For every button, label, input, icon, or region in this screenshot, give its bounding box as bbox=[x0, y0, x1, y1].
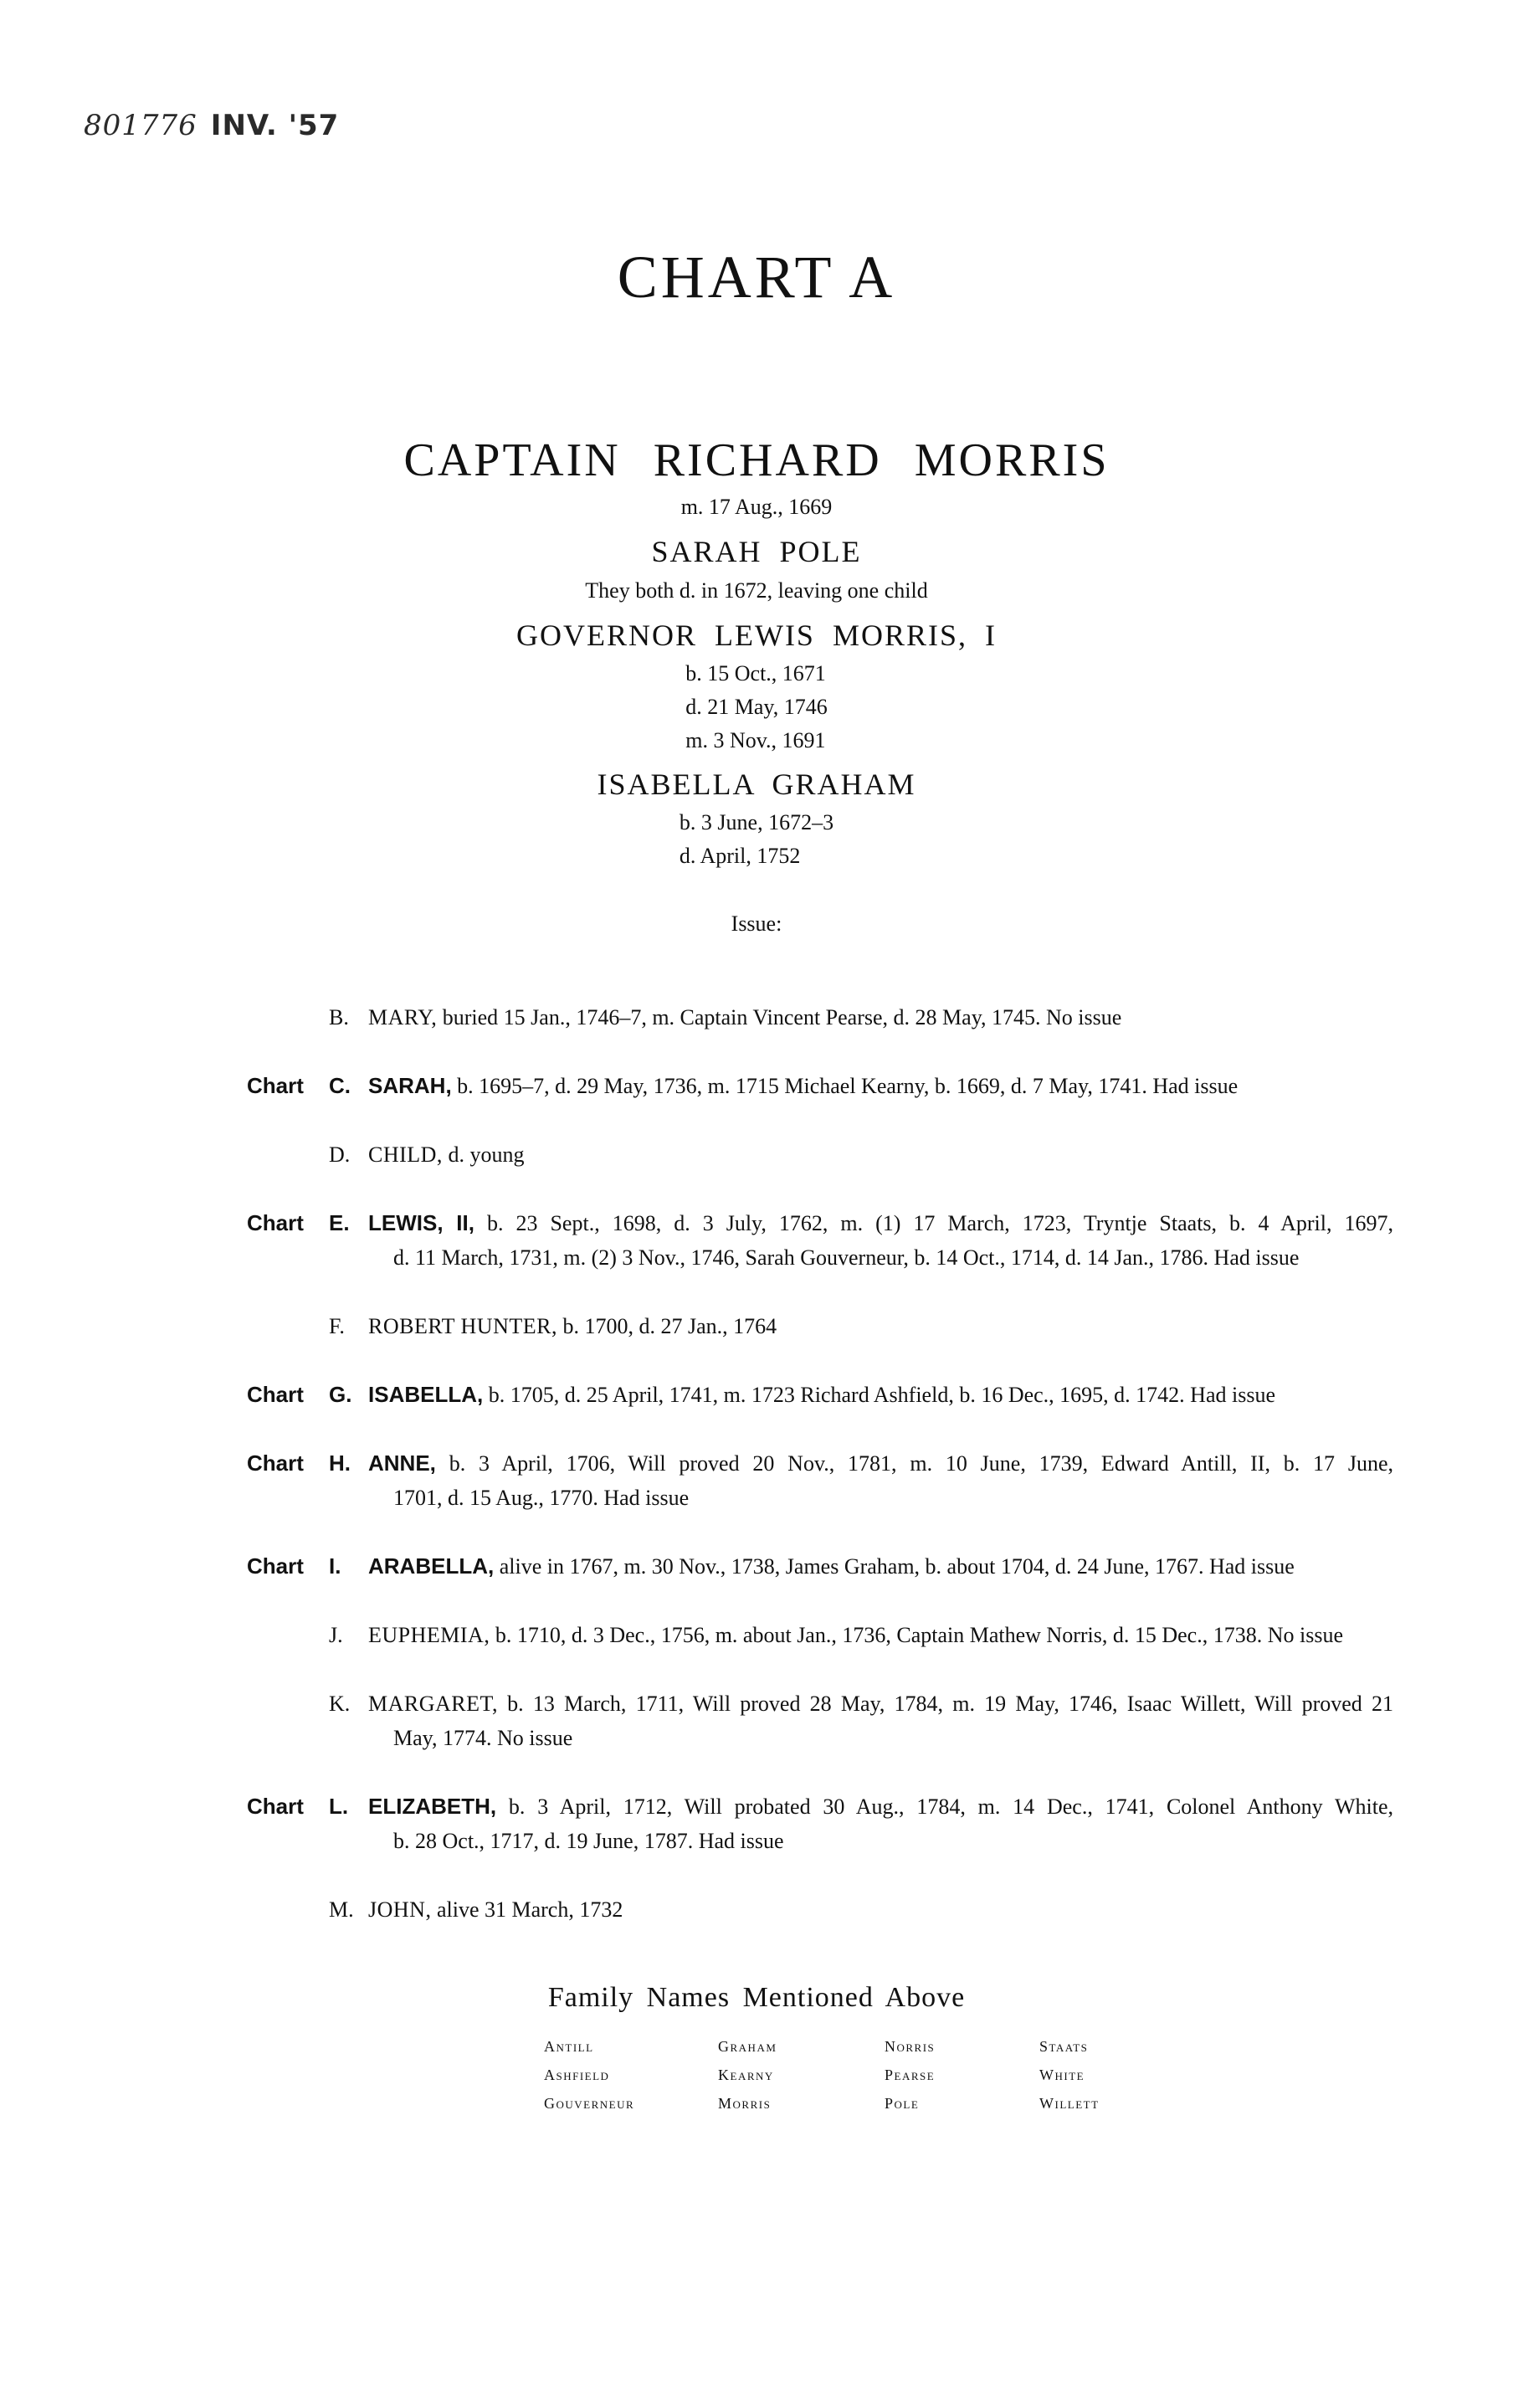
issue-line bbox=[368, 1137, 1393, 1172]
child-married: m. 3 Nov., 1691 bbox=[685, 728, 826, 752]
person-name: ARABELLA, bbox=[368, 1553, 495, 1579]
chart-reference: Chart bbox=[247, 1794, 304, 1819]
chart-reference: Chart bbox=[247, 1382, 304, 1407]
issue-details: d. young bbox=[448, 1142, 525, 1167]
issue-line bbox=[368, 1309, 1393, 1343]
issue-line bbox=[368, 1446, 1393, 1481]
issue-letter: H. bbox=[329, 1450, 351, 1476]
issue-letter: J. bbox=[329, 1623, 343, 1647]
issue-entry bbox=[0, 1618, 1513, 1652]
issue-letter: F. bbox=[329, 1314, 345, 1338]
inventory-stamp: INV. '57 bbox=[210, 109, 340, 142]
issue-line bbox=[368, 1069, 1393, 1103]
issue-details: b. 3 April, 1712, Will probated 30 Aug., 1784, m. 14 Dec., 1741, Colonel Anthony White, bbox=[508, 1794, 1394, 1819]
issue-text bbox=[368, 1618, 1393, 1652]
issue-entry bbox=[0, 1687, 1513, 1755]
inventory-mark bbox=[84, 109, 339, 142]
death-note: They both d. in 1672, leaving one child bbox=[585, 578, 928, 603]
person-name: MARGARET, bbox=[368, 1692, 498, 1716]
family-names-heading: Family Names Mentioned Above bbox=[547, 1982, 966, 2013]
issue-letter: I. bbox=[329, 1553, 341, 1579]
chart-reference: Chart bbox=[247, 1073, 304, 1098]
child-born: b. 15 Oct., 1671 bbox=[685, 661, 826, 685]
family-names-column bbox=[718, 2032, 777, 2118]
progenitor-marriage: m. 17 Aug., 1669 bbox=[680, 495, 833, 519]
issue-entry bbox=[0, 1892, 1513, 1927]
family-name: Norris bbox=[885, 2038, 936, 2055]
issue-entry bbox=[0, 1549, 1513, 1584]
issue-letter: L. bbox=[329, 1794, 349, 1819]
chart-reference: Chart bbox=[247, 1450, 304, 1476]
person-name: MARY, bbox=[368, 1005, 438, 1029]
issue-entry bbox=[0, 1378, 1513, 1412]
family-name: Staats bbox=[1039, 2038, 1089, 2055]
family-name: Gouverneur bbox=[544, 2095, 635, 2112]
family-names-column bbox=[885, 2032, 935, 2118]
issue-details-continued: b. 28 Oct., 1717, d. 19 June, 1787. Had issue bbox=[393, 1829, 784, 1853]
child-spouse-born: b. 3 June, 1672–3 bbox=[679, 810, 834, 834]
child-name: GOVERNOR LEWIS MORRIS, I bbox=[515, 619, 997, 652]
issue-text bbox=[368, 1446, 1393, 1515]
progenitor-name: CAPTAIN RICHARD MORRIS bbox=[403, 434, 1110, 486]
issue-line bbox=[368, 1687, 1393, 1721]
family-name: Willett bbox=[1039, 2095, 1100, 2112]
issue-text bbox=[368, 1000, 1393, 1035]
issue-details: b. 1705, d. 25 April, 1741, m. 1723 Richard Ashfield, b. 16 Dec., 1695, d. 1742. Had issue bbox=[488, 1383, 1275, 1407]
person-name: ANNE, bbox=[368, 1450, 436, 1476]
family-name: White bbox=[1039, 2067, 1085, 2083]
issue-entry bbox=[0, 1206, 1513, 1275]
issue-letter: M. bbox=[329, 1897, 354, 1922]
person-name: JOHN, bbox=[368, 1897, 432, 1922]
handwritten-number: 801776 bbox=[84, 109, 197, 142]
family-name: Pole bbox=[885, 2095, 920, 2112]
family-names-section bbox=[0, 1982, 1513, 2124]
issue-details: b. 1700, d. 27 Jan., 1764 bbox=[562, 1314, 777, 1338]
issue-letter: G. bbox=[329, 1382, 352, 1407]
family-name: Pearse bbox=[885, 2067, 936, 2083]
issue-text bbox=[368, 1789, 1393, 1858]
child-dates bbox=[685, 657, 827, 757]
person-name: CHILD, bbox=[368, 1142, 443, 1167]
issue-text bbox=[368, 1687, 1393, 1755]
issue-list bbox=[0, 1000, 1513, 1961]
issue-entry bbox=[0, 1309, 1513, 1343]
issue-letter: E. bbox=[329, 1210, 350, 1235]
chart-reference: Chart bbox=[247, 1210, 304, 1235]
issue-line bbox=[368, 1789, 1393, 1824]
issue-text bbox=[368, 1206, 1393, 1275]
issue-details: alive in 1767, m. 30 Nov., 1738, James Graham, b. about 1704, d. 24 June, 1767. Had issue bbox=[499, 1554, 1295, 1579]
issue-details: alive 31 March, 1732 bbox=[436, 1897, 623, 1922]
issue-details: b. 1710, d. 3 Dec., 1756, m. about Jan., 1736, Captain Mathew Norris, d. 15 Dec., 1738. No issue bbox=[495, 1623, 1343, 1647]
issue-line bbox=[368, 1206, 1393, 1240]
family-name: Antill bbox=[544, 2038, 594, 2055]
issue-line bbox=[368, 1892, 1393, 1927]
issue-entry bbox=[0, 1000, 1513, 1035]
person-name: EUPHEMIA, bbox=[368, 1623, 490, 1647]
spouse-name: SARAH POLE bbox=[651, 535, 862, 568]
person-name: SARAH, bbox=[368, 1073, 452, 1098]
genealogy-header bbox=[0, 431, 1513, 942]
child-spouse-name: ISABELLA GRAHAM bbox=[597, 768, 916, 801]
issue-details-continued: May, 1774. No issue bbox=[393, 1726, 573, 1750]
issue-text bbox=[368, 1137, 1393, 1172]
issue-details-continued: 1701, d. 15 Aug., 1770. Had issue bbox=[393, 1486, 690, 1510]
issue-entry bbox=[0, 1446, 1513, 1515]
issue-entry bbox=[0, 1069, 1513, 1103]
issue-line bbox=[368, 1000, 1393, 1035]
chart-reference: Chart bbox=[247, 1553, 304, 1579]
issue-entry bbox=[0, 1789, 1513, 1858]
issue-line bbox=[368, 1618, 1393, 1652]
person-name: ELIZABETH, bbox=[368, 1794, 497, 1819]
family-names-column bbox=[1039, 2032, 1100, 2118]
family-name: Ashfield bbox=[544, 2067, 610, 2083]
person-name: LEWIS, II, bbox=[368, 1210, 474, 1235]
family-name: Graham bbox=[718, 2038, 777, 2055]
issue-text bbox=[368, 1069, 1393, 1103]
issue-text bbox=[368, 1309, 1393, 1343]
issue-line bbox=[368, 1549, 1393, 1584]
issue-details: buried 15 Jan., 1746–7, m. Captain Vincent Pearse, d. 28 May, 1745. No issue bbox=[442, 1005, 1122, 1029]
issue-letter: D. bbox=[329, 1142, 351, 1167]
issue-letter: K. bbox=[329, 1692, 351, 1716]
family-name: Kearny bbox=[718, 2067, 774, 2083]
issue-letter: B. bbox=[329, 1005, 349, 1029]
child-spouse-dates bbox=[680, 806, 833, 873]
issue-details-continued: d. 11 March, 1731, m. (2) 3 Nov., 1746, Sarah Gouverneur, b. 14 Oct., 1714, d. 14 Jan., 1786. Had issue bbox=[393, 1245, 1300, 1270]
chart-title: CHART A bbox=[617, 244, 896, 311]
child-spouse-died: d. April, 1752 bbox=[679, 844, 801, 868]
issue-label: Issue: bbox=[731, 911, 782, 936]
issue-details: b. 3 April, 1706, Will proved 20 Nov., 1781, m. 10 June, 1739, Edward Antill, II, b. 17 June, bbox=[449, 1451, 1394, 1476]
issue-line bbox=[368, 1378, 1393, 1412]
issue-letter: C. bbox=[329, 1073, 351, 1098]
family-name: Morris bbox=[718, 2095, 772, 2112]
issue-details: b. 23 Sept., 1698, d. 3 July, 1762, m. (1) 17 March, 1723, Tryntje Staats, b. 4 April, 1697, bbox=[486, 1211, 1393, 1235]
child-died: d. 21 May, 1746 bbox=[685, 695, 828, 719]
issue-text bbox=[368, 1378, 1393, 1412]
issue-entry bbox=[0, 1137, 1513, 1172]
family-names-grid bbox=[0, 2032, 1513, 2124]
person-name: ROBERT HUNTER, bbox=[368, 1314, 557, 1338]
issue-details: b. 1695–7, d. 29 May, 1736, m. 1715 Michael Kearny, b. 1669, d. 7 May, 1741. Had issue bbox=[457, 1074, 1239, 1098]
issue-text bbox=[368, 1549, 1393, 1584]
person-name: ISABELLA, bbox=[368, 1382, 484, 1407]
issue-text bbox=[368, 1892, 1393, 1927]
family-names-column bbox=[544, 2032, 634, 2118]
issue-details: b. 13 March, 1711, Will proved 28 May, 1784, m. 19 May, 1746, Isaac Willett, Will proved 21 bbox=[507, 1692, 1394, 1716]
